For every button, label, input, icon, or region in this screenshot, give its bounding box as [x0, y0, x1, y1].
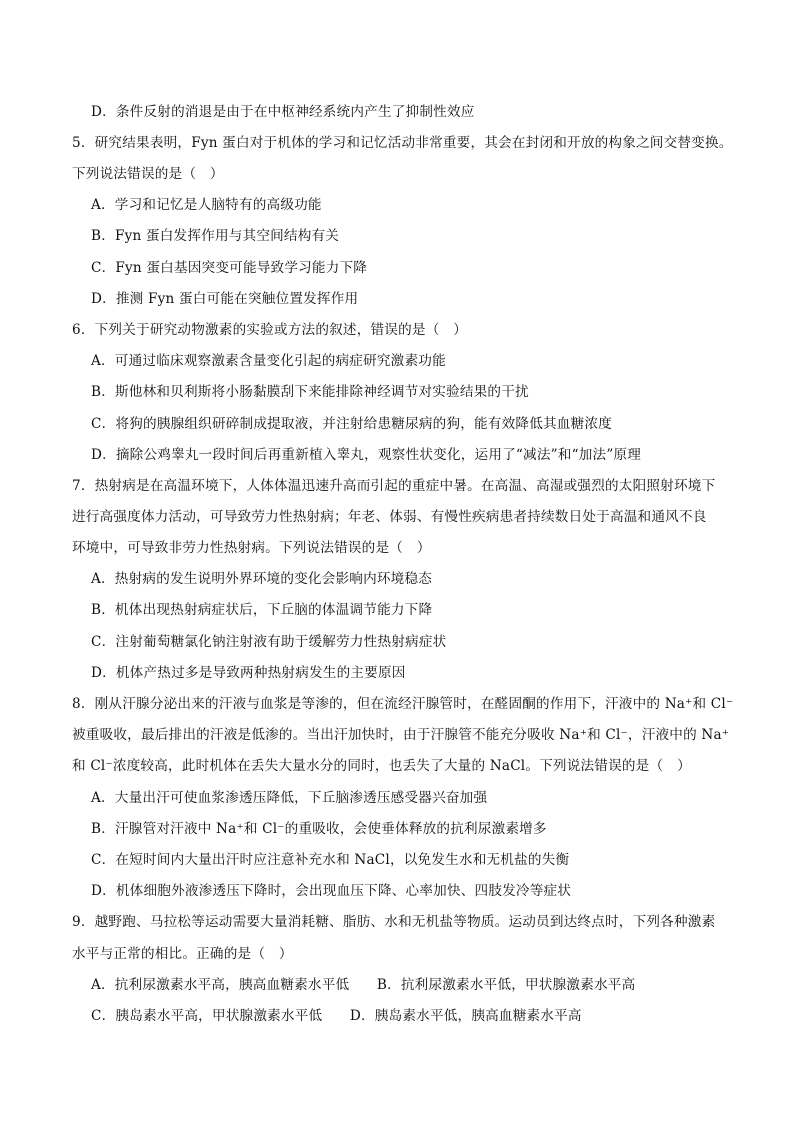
question-5-stem: 下列说法错误的是（ ） — [72, 166, 224, 182]
question-5-stem: 5．研究结果表明，Fyn 蛋白对于机体的学习和记忆活动非常重要，其会在封闭和开放的构象之间交替变换。 — [72, 135, 733, 151]
option-7b: B．机体出现热射病症状后，下丘脑的体温调节能力下降 — [91, 602, 433, 618]
option-6b: B．斯他林和贝利斯将小肠黏膜刮下来能排除神经调节对实验结果的干扰 — [91, 384, 529, 400]
option-9cd: C．胰岛素水平高，甲状腺激素水平低 D．胰岛素水平低，胰高血糖素水平高 — [91, 1008, 582, 1024]
option-7c: C．注射葡萄糖氯化钠注射液有助于缓解劳力性热射病症状 — [91, 634, 447, 650]
question-7-stem: 7．热射病是在高温环境下，人体体温迅速升高而引起的重症中暑。在高温、高湿或强烈的太阳照射环境下 — [72, 478, 716, 494]
question-8-stem: 8．刚从汗腺分泌出来的汗液与血浆是等渗的，但在流经汗腺管时，在醛固酮的作用下，汗液中的 Na⁺和 Cl⁻ — [72, 696, 734, 712]
option-6d: D．摘除公鸡睾丸一段时间后再重新植入睾丸，观察性状变化，运用了“减法”和“加法”原理 — [91, 447, 642, 463]
option-8c: C．在短时间内大量出汗时应注意补充水和 NaCl，以免发生水和无机盐的失衡 — [91, 852, 570, 868]
option-6c: C．将狗的胰腺组织研碎制成提取液，并注射给患糖尿病的狗，能有效降低其血糖浓度 — [91, 416, 612, 432]
option-5b: B．Fyn 蛋白发挥作用与其空间结构有关 — [91, 228, 340, 244]
option-8b: B．汗腺管对汗液中 Na⁺和 Cl⁻的重吸收，会使垂体释放的抗利尿激素增多 — [91, 821, 547, 837]
question-6-stem: 6．下列关于研究动物激素的实验或方法的叙述，错误的是（ ） — [72, 322, 468, 338]
option-5c: C．Fyn 蛋白基因突变可能导致学习能力下降 — [91, 260, 368, 276]
question-7-stem: 进行高强度体力活动，可导致劳力性热射病；年老、体弱、有慢性疾病患者持续数日处于高温和通风不良 — [72, 509, 707, 525]
option-4d: D．条件反射的消退是由于在中枢神经系统内产生了抑制性效应 — [91, 104, 475, 120]
option-7a: A．热射病的发生说明外界环境的变化会影响内环境稳态 — [91, 571, 433, 587]
option-7d: D．机体产热过多是导致两种热射病发生的主要原因 — [91, 665, 406, 681]
option-8a: A．大量出汗可使血浆渗透压降低，下丘脑渗透压感受器兴奋加强 — [91, 790, 488, 806]
option-6a: A．可通过临床观察激素含量变化引起的病症研究激素功能 — [91, 353, 446, 369]
question-7-stem: 环境中，可导致非劳力性热射病。下列说法错误的是（ ） — [72, 540, 431, 556]
question-9-stem: 9．越野跑、马拉松等运动需要大量消耗糖、脂肪、水和无机盐等物质。运动员到达终点时，下列各种激素 — [72, 914, 716, 930]
option-5a: A．学习和记忆是人脑特有的高级功能 — [91, 197, 322, 213]
option-8d: D．机体细胞外液渗透压下降时，会出现血压下降、心率加快、四肢发冷等症状 — [91, 883, 572, 899]
question-9-stem: 水平与正常的相比。正确的是（ ） — [72, 946, 293, 962]
question-8-stem: 被重吸收，最后排出的汗液是低渗的。当出汗加快时，由于汗腺管不能充分吸收 Na⁺和 Cl⁻，汗液中的 Na⁺ — [72, 727, 730, 743]
option-9ab: A．抗利尿激素水平高，胰高血糖素水平低 B．抗利尿激素水平低，甲状腺激素水平高 — [91, 977, 636, 993]
question-8-stem: 和 Cl⁻浓度较高，此时机体在丢失大量水分的同时，也丢失了大量的 NaCl。下列说法错误的是（ ） — [72, 758, 691, 774]
option-5d: D．推测 Fyn 蛋白可能在突触位置发挥作用 — [91, 291, 359, 307]
